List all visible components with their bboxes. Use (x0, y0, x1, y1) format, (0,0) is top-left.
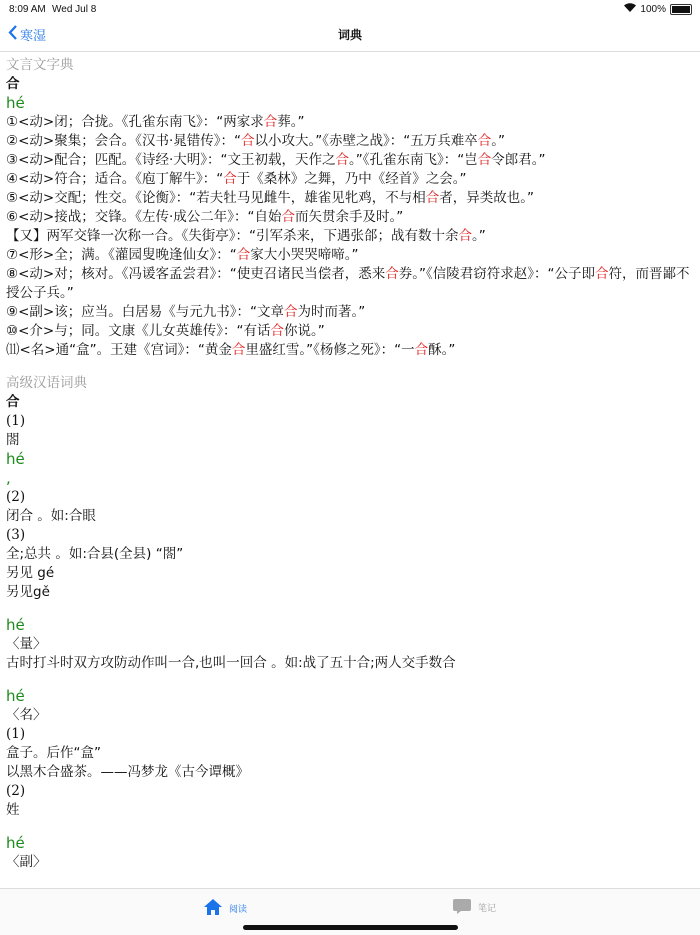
text-segment: 另见gě (6, 584, 50, 600)
highlighted-char: 合 (477, 133, 492, 149)
spacer (6, 602, 694, 616)
text-segment: ③<动>配合；匹配。《诗经·大明》：“文王初载，天作之 (6, 152, 336, 168)
definition-line (6, 246, 694, 265)
section-title (6, 374, 694, 393)
highlighted-char: 合 (425, 190, 440, 206)
text-segment: 为时而著。” (297, 304, 366, 320)
text-segment: (1) (6, 413, 26, 429)
highlighted-char: 合 (385, 266, 399, 282)
pinyin (6, 687, 694, 706)
highlighted-char: 合 (458, 228, 472, 244)
pinyin (6, 469, 694, 488)
home-icon (203, 898, 223, 919)
text-segment: ⑤<动>交配；性交。《论衡》：“若夫牡马见雌牛，雄雀见牝鸡，不与相 (6, 190, 426, 206)
text-segment: ①<动>闭；合拢。《孔雀东南飞》：“两家求 (6, 114, 264, 130)
highlighted-char: 合 (223, 171, 237, 187)
headword (6, 75, 694, 94)
highlighted-char: 合 (414, 342, 429, 358)
text-segment: 另见 gé (6, 565, 55, 581)
text-segment: 以小攻大。”《赤壁之战》：“五万兵难卒 (254, 133, 478, 149)
text-segment: ⑾<名>通“盒”。王建《宫词》：“黄金 (6, 342, 232, 358)
notes-icon (452, 898, 472, 917)
text-segment: (2) (6, 783, 26, 799)
definition-line (6, 189, 694, 208)
tab-notes-label: 笔记 (478, 904, 497, 914)
text-segment: 。”《孔雀东南飞》：“岂 (349, 152, 478, 168)
text-segment: ⑦<形>全；满。《灌园叟晚逢仙女》：“ (6, 247, 237, 263)
highlighted-char: 合 (270, 323, 284, 339)
battery-icon (670, 4, 692, 15)
text-segment: ②<动>聚集；会合。《汉书·晁错传》：“ (6, 133, 242, 149)
tab-read[interactable] (203, 898, 247, 919)
text-segment: hé (6, 450, 25, 468)
definition-line (6, 507, 694, 526)
definition-line (6, 583, 694, 602)
status-time: 8:09 AM (9, 4, 46, 15)
text-segment: 古时打斗时双方攻防动作叫一合,也叫一回合 。如:战了五十合;两人交手数合 (6, 655, 456, 671)
text-segment: hé (6, 834, 25, 852)
text-segment: 合 (6, 394, 20, 410)
wifi-icon (624, 3, 636, 15)
text-segment: 以黑木合盛茶。——冯梦龙《古今谭概》 (6, 764, 249, 780)
text-segment: 。” (491, 133, 506, 149)
definition-line (6, 431, 694, 450)
text-segment: , (6, 469, 11, 487)
definition-line (6, 412, 694, 431)
text-segment: (3) (6, 527, 26, 543)
text-segment: 全;总共 。如:合县(全县) “閤” (6, 546, 184, 562)
text-segment: 里盛红雪。”《杨修之死》：“一 (245, 342, 415, 358)
definition-line (6, 341, 694, 360)
text-segment: 而矢贯余手及时。” (295, 209, 404, 225)
definition-line (6, 545, 694, 564)
text-segment: 閤 (6, 432, 20, 448)
tab-read-label: 阅读 (229, 905, 248, 915)
text-segment: 〈名〉 (6, 707, 47, 723)
pinyin (6, 450, 694, 469)
definition-line (6, 782, 694, 801)
text-segment: (2) (6, 489, 26, 505)
text-segment: 姓 (6, 802, 20, 818)
section-title (6, 56, 694, 75)
definition-line (6, 488, 694, 507)
text-segment: 〈副〉 (6, 854, 47, 870)
definition-line (6, 706, 694, 725)
highlighted-char: 合 (231, 342, 246, 358)
text-segment: 【又】两军交锋一次称一合。《失街亭》：“引军杀来，下遇张郃；战有数十余 (6, 228, 459, 244)
definition-line (6, 564, 694, 583)
pinyin (6, 616, 694, 635)
text-segment: 于《桑林》之舞，乃中《经首》之会。” (236, 171, 467, 187)
highlighted-char: 合 (477, 152, 492, 168)
battery-percent: 100% (640, 3, 666, 15)
status-bar (0, 0, 700, 20)
definition-line (6, 526, 694, 545)
highlighted-char: 合 (236, 247, 251, 263)
spacer (6, 360, 694, 374)
dictionary-content (6, 56, 694, 872)
definition-line (6, 208, 694, 227)
text-segment: ⑩<介>与；同。文康《儿女英雄传》：“有话 (6, 323, 271, 339)
pinyin (6, 834, 694, 853)
definition-line (6, 635, 694, 654)
text-segment: 闭合 。如:合眼 (6, 508, 96, 524)
text-segment: 酥。” (428, 342, 456, 358)
home-indicator[interactable] (243, 925, 458, 930)
definition-line (6, 132, 694, 151)
tab-notes[interactable] (452, 898, 496, 917)
text-segment: 家大小哭哭啼啼。” (250, 247, 359, 263)
text-segment: 。” (472, 228, 486, 244)
text-segment: ④<动>符合；适合。《庖丁解牛》：“ (6, 171, 224, 187)
text-segment: 者，异类故也。” (439, 190, 534, 206)
definition-line (6, 227, 694, 246)
definition-line (6, 801, 694, 820)
highlighted-char: 合 (241, 133, 255, 149)
status-date: Wed Jul 8 (52, 4, 97, 15)
spacer (6, 673, 694, 687)
text-segment: hé (6, 687, 25, 705)
definition-line (6, 322, 694, 341)
status-right (624, 3, 692, 15)
highlighted-char: 合 (335, 152, 350, 168)
definition-line (6, 151, 694, 170)
text-segment: 令郎君。” (491, 152, 546, 168)
text-segment: 你说。” (283, 323, 325, 339)
back-label: 寒湿 (20, 29, 47, 44)
text-segment: 高级汉语词典 (6, 375, 87, 391)
definition-line (6, 113, 694, 132)
text-segment: 葬。” (277, 114, 305, 130)
text-segment: 〈量〉 (6, 636, 47, 652)
definition-line (6, 170, 694, 189)
text-segment: 盒子。后作“盒” (6, 745, 101, 761)
highlighted-char: 合 (263, 114, 278, 130)
text-segment: 合 (6, 76, 20, 92)
highlighted-char: 合 (281, 209, 296, 225)
definition-line (6, 853, 694, 872)
pinyin (6, 94, 694, 113)
page-title: 词典 (337, 28, 362, 42)
definition-line (6, 303, 694, 322)
definition-line (6, 763, 694, 782)
text-segment: 符，而晋鄙不授公子兵。” (6, 266, 690, 301)
definition-line (6, 265, 694, 303)
text-segment: ⑨<副>该；应当。白居易《与元九书》：“文章 (6, 304, 284, 320)
navigation-bar (0, 20, 700, 52)
text-segment: 券。”《信陵君窃符求赵》：“公子即 (398, 266, 595, 282)
text-segment: ⑥<动>接战；交锋。《左传·成公二年》：“自始 (6, 209, 282, 225)
definition-line (6, 654, 694, 673)
text-segment: ⑧<动>对；核对。《冯谖客孟尝君》：“使吏召诸民当偿者，悉来 (6, 266, 386, 282)
text-segment: 文言文字典 (6, 57, 74, 73)
highlighted-char: 合 (594, 266, 609, 282)
text-segment: hé (6, 616, 25, 634)
spacer (6, 820, 694, 834)
headword (6, 393, 694, 412)
text-segment: hé (6, 94, 25, 112)
definition-line (6, 744, 694, 763)
definition-line (6, 725, 694, 744)
highlighted-char: 合 (283, 304, 298, 320)
text-segment: (1) (6, 726, 26, 742)
